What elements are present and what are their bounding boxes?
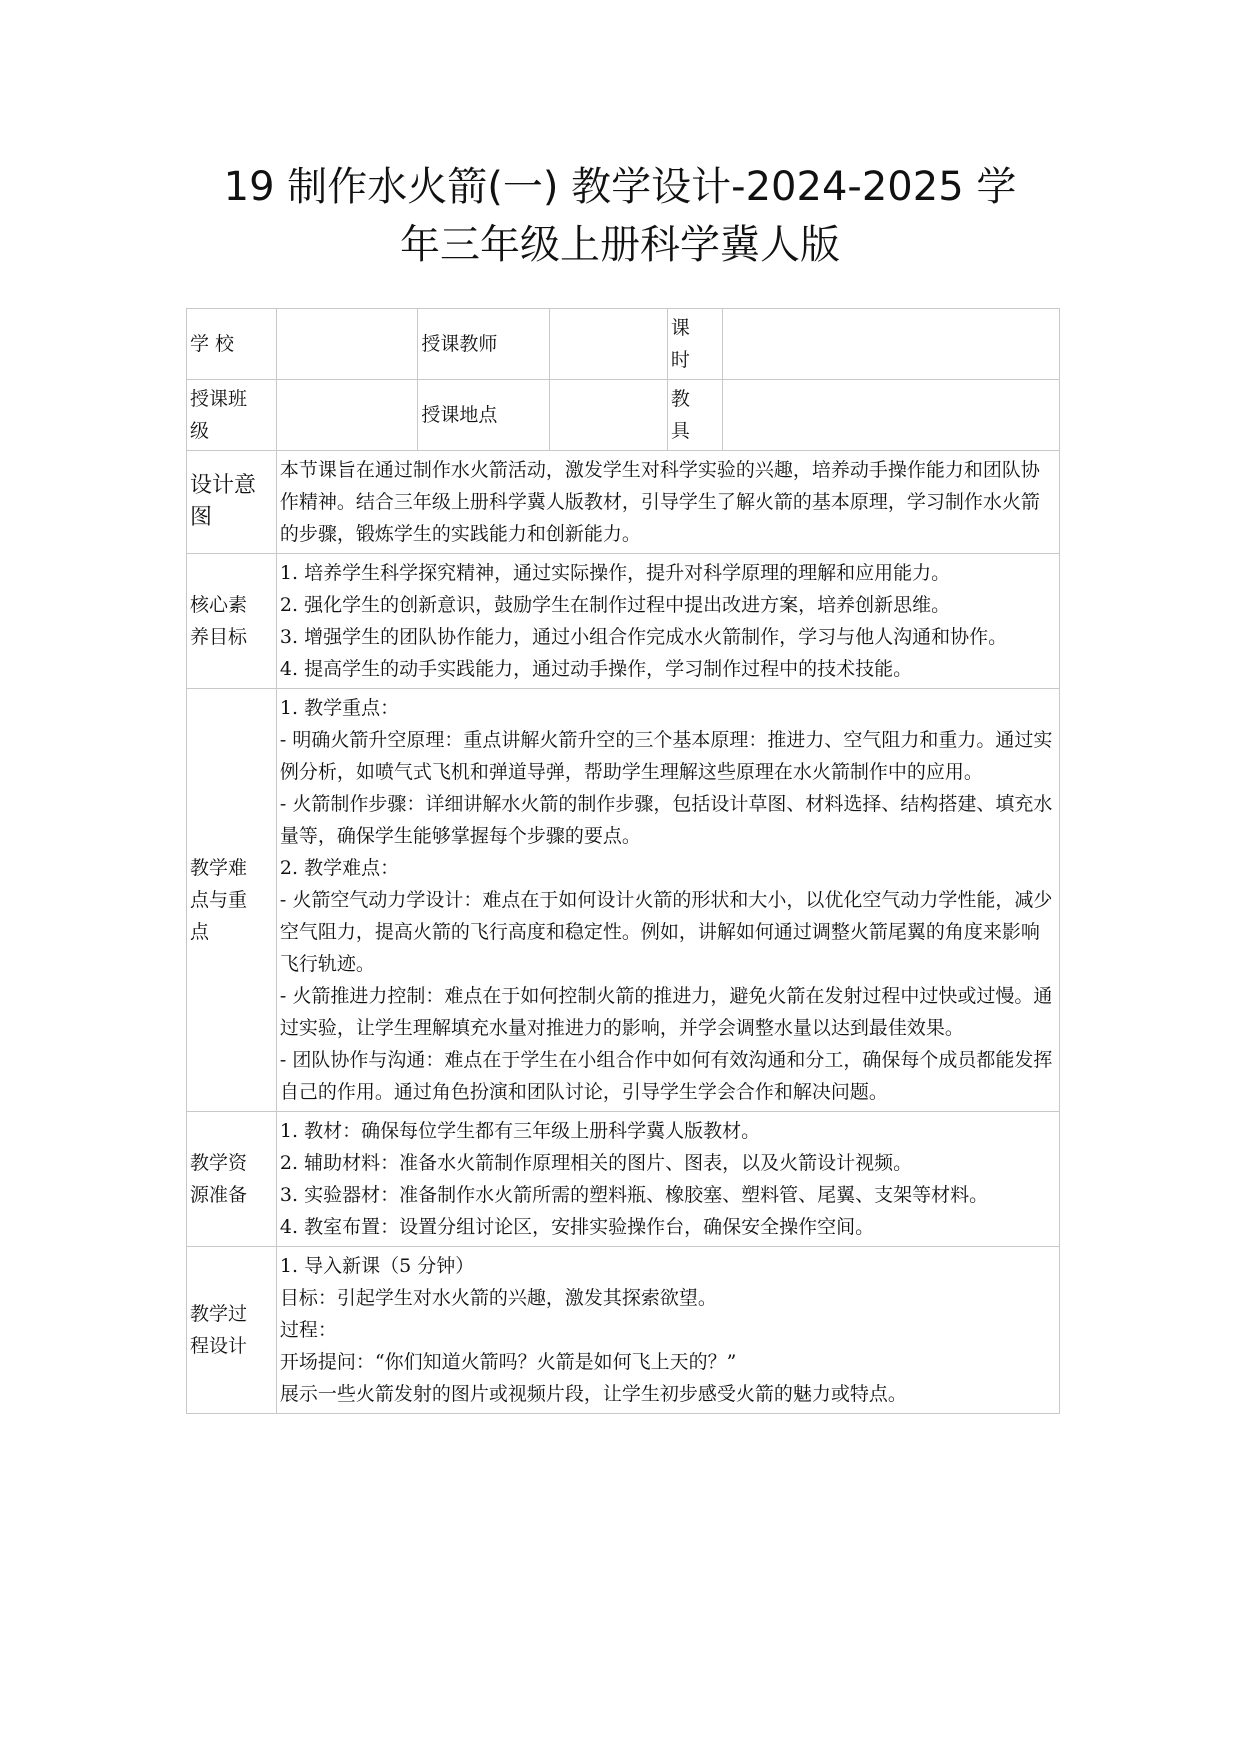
core-goals-label: 核心素 养目标 [187,554,277,689]
teacher-label: 授课教师 [418,309,549,380]
key-points-content [276,689,1059,1112]
design-intent-label: 设计意 图 [187,451,277,554]
list-item: 2. 教学难点： [279,857,400,879]
list-item: - 火箭制作步骤：详细讲解水火箭的制作步骤，包括设计草图、材料选择、结构搭建、填充水量等，确保学生能够掌握每个步骤的要点。 [279,793,1053,847]
page-title-line-1: 19 制作水火箭(一) 教学设计-2024-2025 学 [223,164,1017,210]
list-item: 3. 实验器材：准备制作水火箭所需的塑料瓶、橡胶塞、塑料管、尾翼、支架等材料。 [279,1184,989,1206]
table-row [187,554,1060,689]
process-content [276,1247,1059,1414]
list-item: - 明确火箭升空原理：重点讲解火箭升空的三个基本原理：推进力、空气阻力和重力。通过实例分析，如喷气式飞机和弹道导弹，帮助学生理解这些原理在水火箭制作中的应用。 [279,729,1053,783]
list-item: 目标：引起学生对水火箭的兴趣，激发其探索欲望。 [279,1287,717,1309]
list-item: 3. 增强学生的团队协作能力，通过小组合作完成水火箭制作，学习与他人沟通和协作。 [279,626,1008,648]
class-label: 授课班 级 [187,380,277,451]
period-label: 课 时 [667,309,723,380]
location-label: 授课地点 [418,380,549,451]
lesson-plan-table [186,308,1060,1414]
resources-content [276,1112,1059,1247]
design-intent-content [276,451,1059,554]
class-value-cell [276,380,417,451]
list-item: - 火箭空气动力学设计：难点在于如何设计火箭的形状和大小，以优化空气动力学性能，减少空气阻力，提高火箭的飞行高度和稳定性。例如，讲解如何通过调整火箭尾翼的角度来影响飞行轨迹。 [279,889,1053,975]
list-item: 2. 辅助材料：准备水火箭制作原理相关的图片、图表，以及火箭设计视频。 [279,1152,913,1174]
design-intent-text: 本节课旨在通过制作水火箭活动，激发学生对科学实验的兴趣，培养动手操作能力和团队协作精神。结合三年级上册科学冀人版教材，引导学生了解火箭的基本原理，学习制作水火箭的步骤，锻炼学生的实践能力和创新能力。 [279,459,1040,545]
list-item: 过程： [279,1319,337,1341]
teaching-aids-label: 教 具 [667,380,723,451]
page-title [150,158,1090,274]
teacher-value-cell [549,309,667,380]
table-row [187,1112,1060,1247]
list-item: 4. 教室布置：设置分组讨论区，安排实验操作台，确保安全操作空间。 [279,1216,875,1238]
table-row [187,309,1060,380]
key-points-label: 教学难 点与重 点 [187,689,277,1112]
list-item: 展示一些火箭发射的图片或视频片段，让学生初步感受火箭的魅力或特点。 [279,1383,907,1405]
page-title-line-2: 年三年级上册科学冀人版 [400,222,840,268]
school-value-cell [276,309,417,380]
table-row [187,380,1060,451]
list-item: 1. 导入新课（5 分钟） [279,1255,475,1277]
list-item: 4. 提高学生的动手实践能力，通过动手操作，学习制作过程中的技术技能。 [279,658,913,680]
list-item: 1. 教材：确保每位学生都有三年级上册科学冀人版教材。 [279,1120,761,1142]
list-item: - 团队协作与沟通：难点在于学生在小组合作中如何有效沟通和分工，确保每个成员都能发挥自己的作用。通过角色扮演和团队讨论，引导学生学会合作和解决问题。 [279,1049,1053,1103]
core-goals-content [276,554,1059,689]
table-row [187,1247,1060,1414]
list-item: 1. 教学重点： [279,697,400,719]
teaching-aids-value-cell [723,380,1060,451]
list-item: 1. 培养学生科学探究精神，通过实际操作，提升对科学原理的理解和应用能力。 [279,562,951,584]
table-row [187,451,1060,554]
location-value-cell [549,380,667,451]
process-label: 教学过 程设计 [187,1247,277,1414]
table-row [187,689,1060,1112]
list-item: 2. 强化学生的创新意识，鼓励学生在制作过程中提出改进方案，培养创新思维。 [279,594,951,616]
list-item: 开场提问：“你们知道火箭吗？火箭是如何飞上天的？” [279,1351,737,1373]
list-item: - 火箭推进力控制：难点在于如何控制火箭的推进力，避免火箭在发射过程中过快或过慢。通过实验，让学生理解填充水量对推进力的影响，并学会调整水量以达到最佳效果。 [279,985,1053,1039]
resources-label: 教学资 源准备 [187,1112,277,1247]
period-value-cell [723,309,1060,380]
school-label: 学 校 [187,309,277,380]
